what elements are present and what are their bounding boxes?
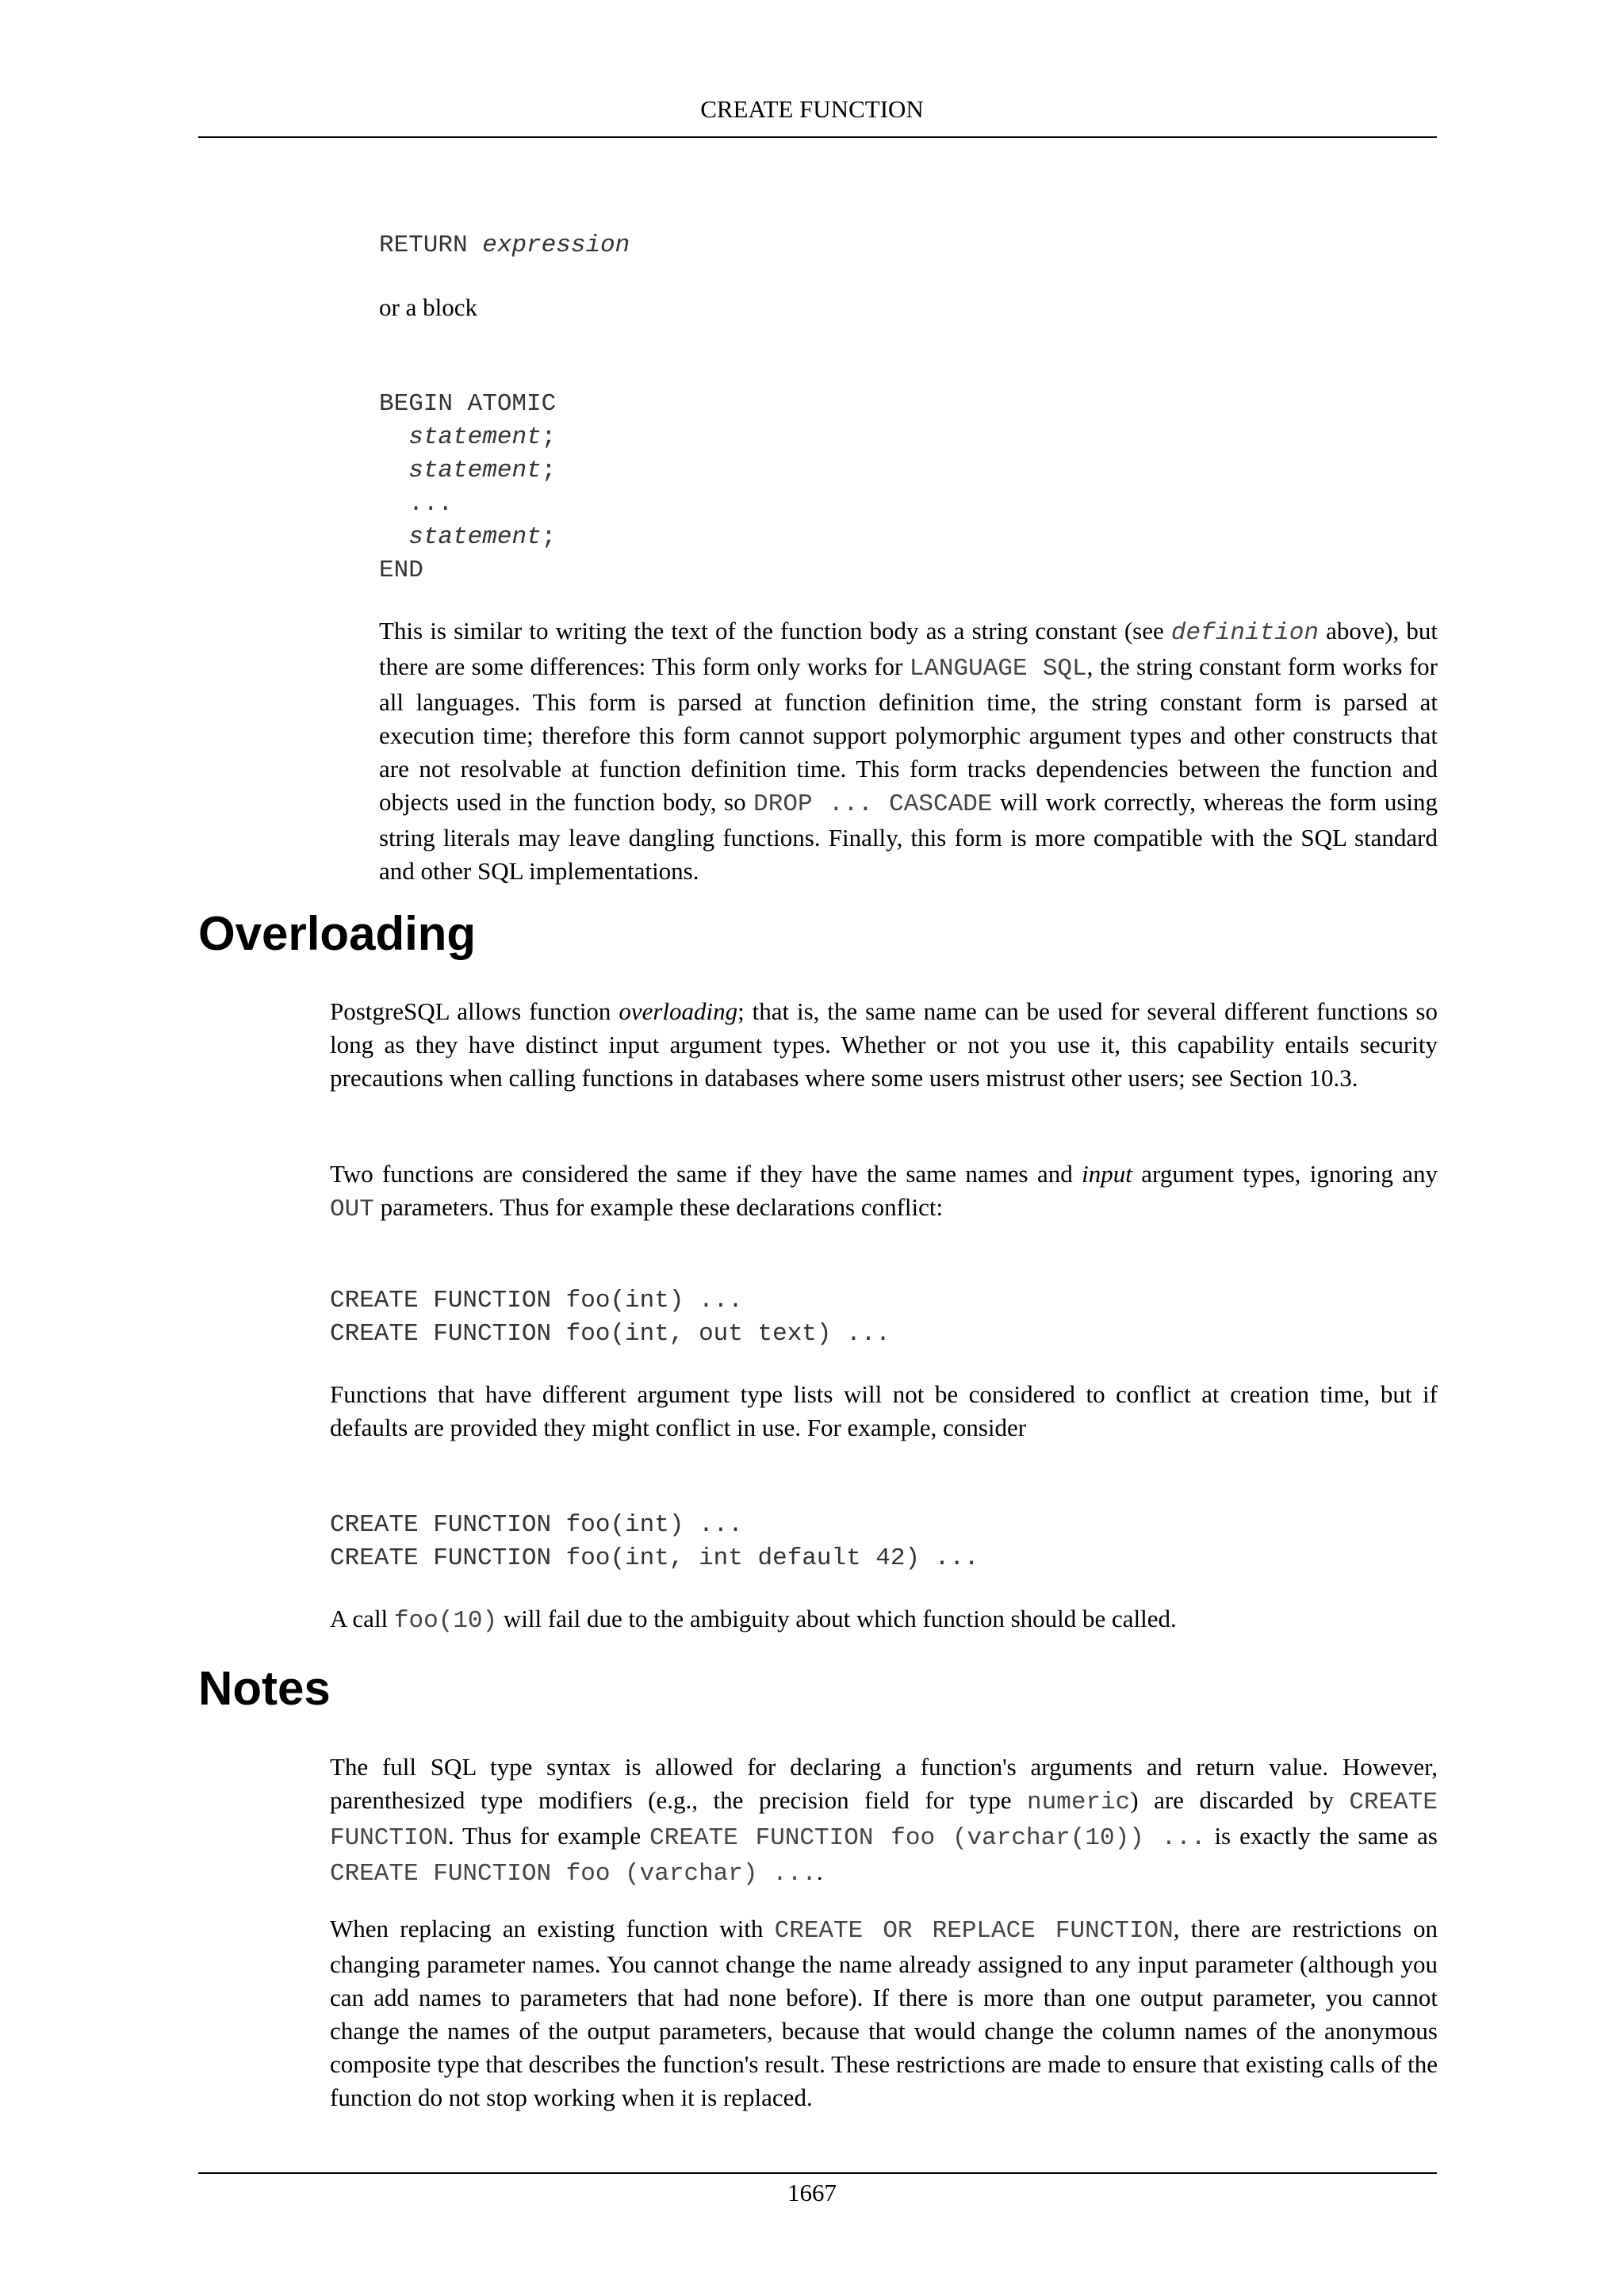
body-form-paragraph: This is similar to writing the text of the function body as a string constant (see definition above), but there are some differences: This form only works for LANGUAGE SQL, the string constant form works for all languages. This form is parsed at function definition time, the string constant form is parsed at execution time; therefore this form cannot support polymorphic argument types and other constructs that are not resolvable at function definition time. This form tracks dependencies between the function and objects used in the function body, so DROP ... CASCADE will work correctly, whereas the form using string literals may leave dangling functions. Finally, this form is more compatible with the SQL standard and other SQL implementations.	[379, 617, 1438, 885]
out-code: OUT	[330, 1196, 374, 1223]
statement-1: statement	[408, 423, 542, 451]
foo-call-code: foo(10)	[393, 1607, 498, 1635]
return-syntax	[379, 229, 1438, 262]
code-line: CREATE FUNCTION foo(int) ...	[330, 1511, 743, 1539]
statement-2: statement	[408, 457, 542, 484]
overloading-heading: Overloading	[198, 907, 477, 960]
end-keyword: END	[379, 557, 423, 584]
language-sql-code: LANGUAGE SQL	[909, 655, 1087, 683]
create-or-replace-code: CREATE OR REPLACE FUNCTION	[774, 1917, 1174, 1945]
conflict-example-code	[330, 1284, 1438, 1351]
overloading-paragraph-1: PostgreSQL allows function overloading; that is, the same name can be used for several different functions so long as they have distinct input argument types. Whether or not you use it, this capability entails security precautions when calling functions in databases where some users mistrust other users; see Section 10.3.	[330, 997, 1438, 1092]
definition-term: definition	[1170, 619, 1319, 647]
footer-rule	[198, 2172, 1437, 2174]
overloading-paragraph-3: Functions that have different argument type lists will not be considered to conflict at creation time, but if defaults are provided they might conflict in use. For example, consider	[330, 1380, 1438, 1441]
create-function-code: CREATE FUNCTION	[330, 1789, 1438, 1852]
overloading-paragraph-4: A call foo(10) will fail due to the ambiguity about which function should be called.	[330, 1605, 1177, 1635]
return-argument: expression	[482, 232, 630, 259]
varchar10-example-code: CREATE FUNCTION foo (varchar(10)) ...	[649, 1824, 1206, 1852]
code-line: CREATE FUNCTION foo(int) ...	[330, 1287, 743, 1314]
notes-heading: Notes	[198, 1662, 331, 1715]
begin-atomic-block: BEGIN ATOMIC statement; statement; ... statement; END	[379, 390, 557, 584]
statement-3: statement	[408, 523, 542, 551]
varchar-example-code: CREATE FUNCTION foo (varchar) ...	[330, 1860, 817, 1888]
notes-paragraph-2: When replacing an existing function with CREATE OR REPLACE FUNCTION, there are restrictions on changing parameter names. You cannot change the name already assigned to any input parameter (although you can add names to parameters that had none before). If there is more than one output parameter, you cannot change the names of the output parameters, because that would change the column names of the anonymous composite type that describes the function's result. These restrictions are made to ensure that existing calls of the function do not stop working when it is replaced.	[330, 1915, 1438, 2111]
code-line: CREATE FUNCTION foo(int, out text) ...	[330, 1320, 891, 1348]
input-emphasis: input	[1082, 1160, 1132, 1188]
defaults-example-code	[330, 1509, 1438, 1575]
or-a-block-text: or a block	[379, 293, 477, 321]
drop-cascade-code: DROP ... CASCADE	[753, 790, 993, 818]
return-keyword: RETURN	[379, 232, 483, 259]
code-line: CREATE FUNCTION foo(int, int default 42) ...	[330, 1544, 979, 1572]
overloading-paragraph-2: Two functions are considered the same if they have the same names and input argument types, ignoring any OUT parameters. Thus for example these declarations conflict:	[330, 1160, 1438, 1223]
page-number: 1667	[787, 2179, 837, 2206]
header-rule	[198, 136, 1437, 138]
ellipsis: ...	[408, 490, 454, 518]
overloading-emphasis: overloading	[619, 997, 738, 1025]
running-header: CREATE FUNCTION	[700, 95, 924, 123]
notes-paragraph-1: The full SQL type syntax is allowed for declaring a function's arguments and return value. However, parenthesized type modifiers (e.g., the precision field for type numeric) are discarded by CREATE FUNCTION. Thus for example CREATE FUNCTION foo (varchar(10)) ... is exactly the same as CREATE FUNCTION foo (varchar) ....	[330, 1753, 1438, 1888]
begin-keyword: BEGIN ATOMIC	[379, 390, 557, 418]
numeric-code: numeric	[1027, 1789, 1131, 1816]
